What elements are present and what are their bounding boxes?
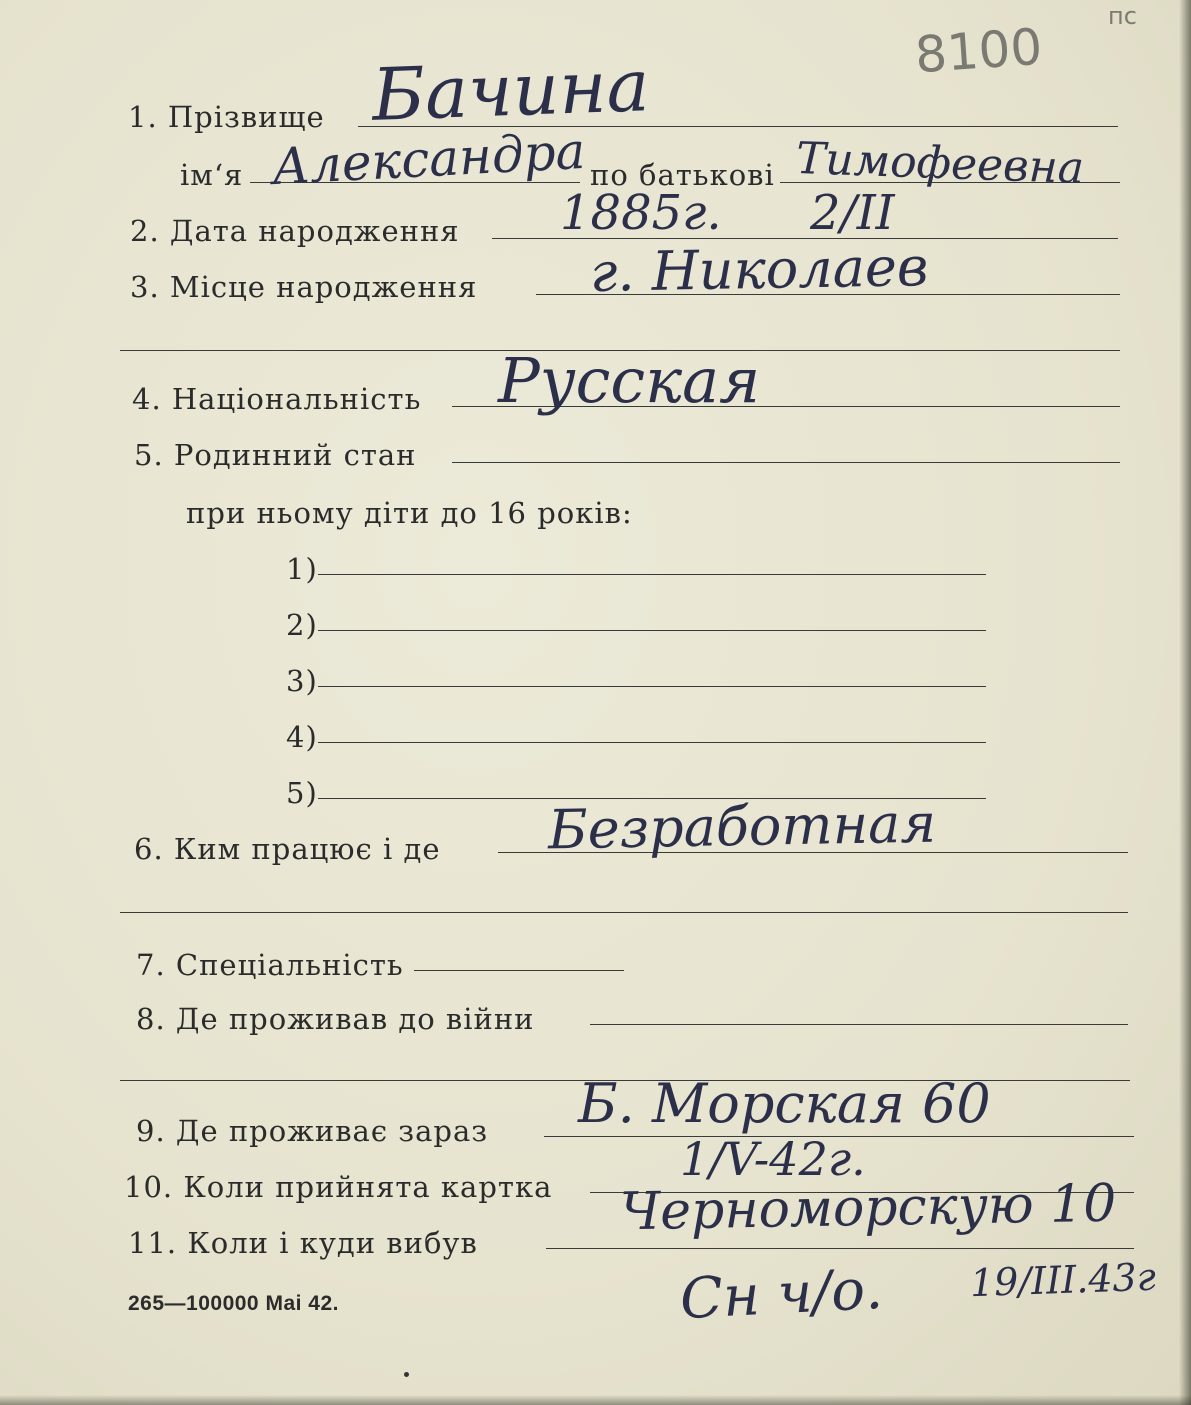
child-3-label: 3) xyxy=(286,664,318,698)
card-accepted-label: 10. Коли прийнята картка xyxy=(124,1170,553,1204)
child-4-line xyxy=(318,742,986,743)
prewar-residence-line xyxy=(590,1024,1128,1025)
patronymic-value: Тимофеевна xyxy=(795,132,1085,195)
departure-label: 11. Коли і куди вибув xyxy=(128,1226,478,1260)
work-value: Безработная xyxy=(547,791,937,862)
current-residence-value: Б. Морская 60 xyxy=(578,1072,991,1135)
work-label: 6. Ким працює і де xyxy=(134,832,441,866)
patronymic-label: по батькові xyxy=(590,158,775,192)
child-1-label: 1) xyxy=(286,552,318,586)
prewar-residence-label: 8. Де проживав до війни xyxy=(136,1002,535,1036)
print-footer: 265—100000 Mai 42. xyxy=(128,1292,339,1315)
surname-value: Бачина xyxy=(370,43,651,137)
child-2-label: 2) xyxy=(286,608,318,642)
name-label: ім‘я xyxy=(180,158,244,192)
child-1-line xyxy=(318,574,986,575)
family-status-label: 5. Родинний стан xyxy=(134,438,417,472)
card-edge-shadow-bottom xyxy=(0,1395,1191,1405)
departure-line xyxy=(546,1248,1134,1249)
child-2-line xyxy=(318,630,986,631)
nationality-value: Русская xyxy=(498,344,761,417)
work-line-2 xyxy=(120,912,1128,913)
child-5-label: 5) xyxy=(286,776,318,810)
birth-day-value: 2/II xyxy=(810,185,895,241)
pencil-number: 8100 xyxy=(913,17,1045,85)
specialty-label: 7. Спеціальність xyxy=(136,948,404,982)
departure-date-value: 19/III.43г xyxy=(969,1254,1157,1306)
birth-place-value: г. Николаев xyxy=(589,235,929,304)
birth-year-value: 1885г. xyxy=(560,185,722,241)
current-residence-label: 9. Де проживає зараз xyxy=(136,1114,489,1148)
surname-label: 1. Прізвище xyxy=(128,100,325,134)
child-4-label: 4) xyxy=(286,720,318,754)
card-edge-shadow-right xyxy=(1179,0,1191,1405)
family-status-line xyxy=(452,462,1120,463)
birth-place-label: 3. Місце народження xyxy=(130,270,478,304)
children-label: при ньому діти до 16 років: xyxy=(186,496,633,530)
ink-dot xyxy=(404,1372,409,1377)
specialty-line xyxy=(414,970,624,971)
departure-place-value: Черноморскую 10 xyxy=(619,1173,1117,1243)
birth-date-label: 2. Дата народження xyxy=(130,214,460,248)
name-value: Александра xyxy=(270,121,587,197)
departure-note-value: Сн ч/о. xyxy=(678,1256,885,1333)
pencil-initials: пс xyxy=(1108,2,1137,30)
card-accepted-value: 1/V-42г. xyxy=(680,1132,866,1186)
child-3-line xyxy=(318,686,986,687)
nationality-label: 4. Національність xyxy=(132,382,422,416)
